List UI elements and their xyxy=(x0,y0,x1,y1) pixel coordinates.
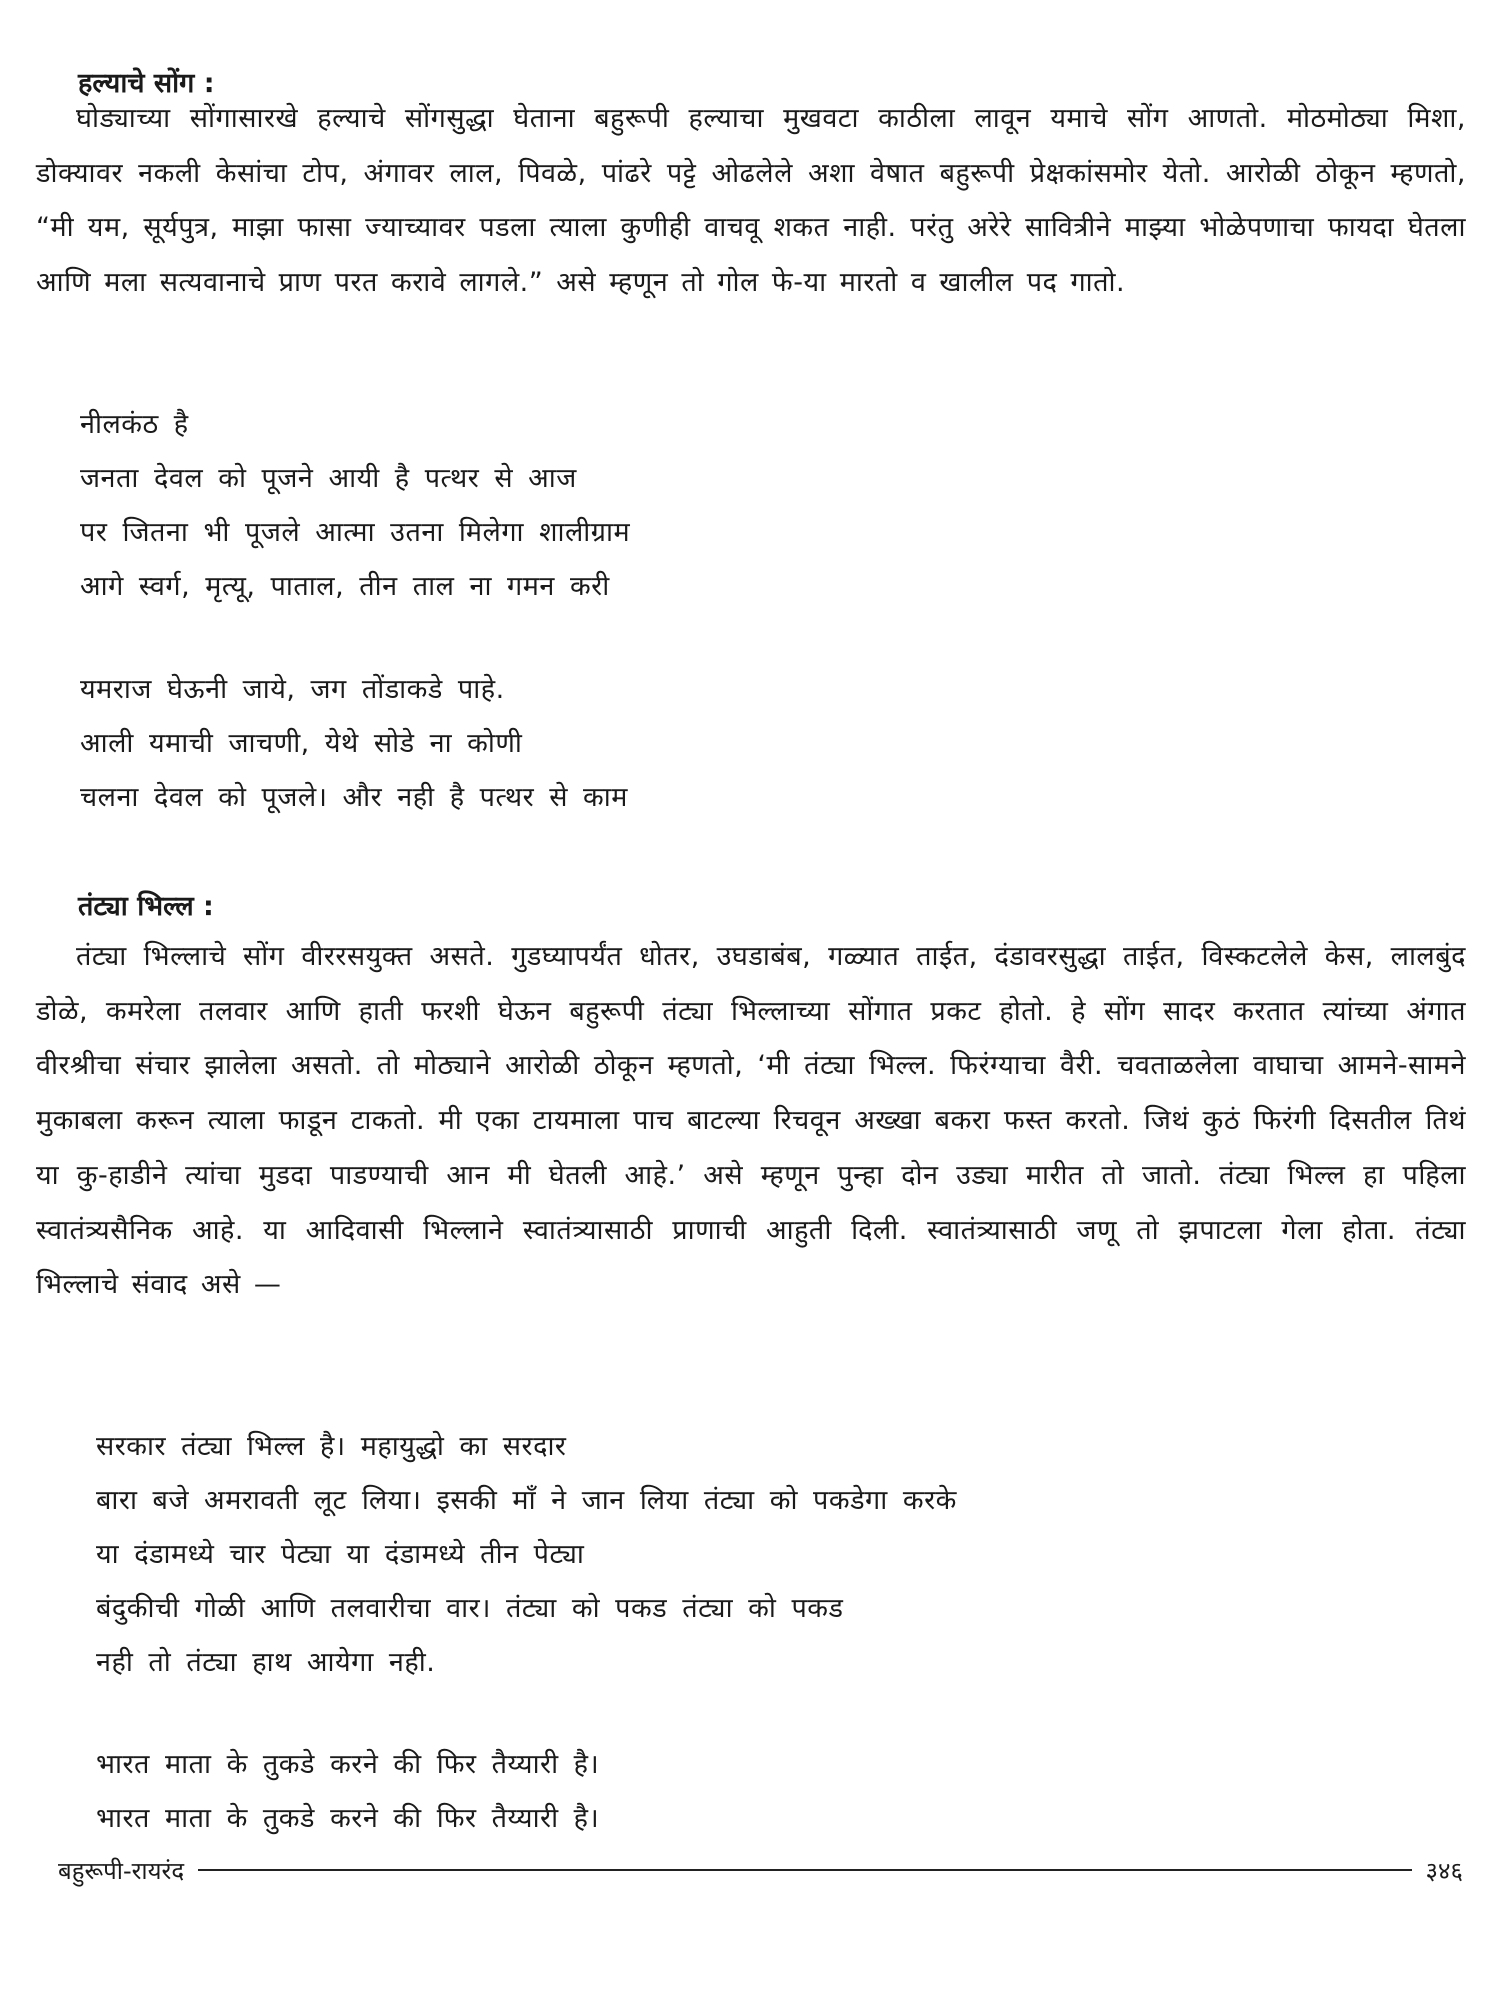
verse-line: बारा बजे अमरावती लूट लिया। इसकी माँ ने जान लिया तंट्या को पकडेगा करके xyxy=(96,1485,957,1516)
verse-line: नीलकंठ है xyxy=(80,409,189,440)
paragraph-tantya-bhill: तंट्या भिल्लाचे सोंग वीररसयुक्त असते. गुडघ्यापर्यंत धोतर, उघडाबंब, गळ्यात ताईत, दंडावरसुद्धा ताईत, विस्कटलेले केस, लालबुंद डोळे, कमरेला तलवार आणि हाती फरशी घेऊन बहुरूपी तंट्या भिल्लाच्या सोंगात प्रकट होतो. हे सोंग सादर करतात त्यांच्या अंगात वीरश्रीचा संचार झालेला असतो. तो मोठ्याने आरोळी ठोकून म्हणतो, ‘मी तंट्या भिल्ल. फिरंग्याचा वैरी. चवताळलेला वाघाचा आमने-सामने मुकाबला करून त्याला फाडून टाकतो. मी एका टायमाला पाच बाटल्या रिचवून अख्खा बकरा फस्त करतो. जिथं कुठं फिरंगी दिसतील तिथं या कु-हाडीने त्यांचा मुडदा पाडण्याची आन मी घेतली आहे.’ असे म्हणून पुन्हा दोन उड्या मारीत तो जातो. तंट्या भिल्ल हा पहिला स्वातंत्र्यसैनिक आहे. या आदिवासी भिल्लाने स्वातंत्र्यासाठी प्राणाची आहुती दिली. स्वातंत्र्यासाठी जणू तो झपाटला गेला होता. तंट्या भिल्लाचे संवाद असे — xyxy=(36,941,1466,1301)
verse-line: यमराज घेऊनी जाये, जग तोंडाकडे पाहे. xyxy=(80,674,505,705)
verse-block-yamraj xyxy=(80,663,628,825)
verse-block-neelkanth xyxy=(80,398,630,614)
verse-line: आगे स्वर्ग, मृत्यू, पाताल, तीन ताल ना गमन करी xyxy=(80,571,610,602)
verse-line: आली यमाची जाचणी, येथे सोडे ना कोणी xyxy=(80,728,523,759)
verse-line: जनता देवल को पूजने आयी है पत्थर से आज xyxy=(80,463,577,494)
verse-line: चलना देवल को पूजले। और नही है पत्थर से काम xyxy=(80,782,628,813)
page-number: ३४६ xyxy=(1425,1856,1463,1885)
paragraph-halyache-song: घोड्याच्या सोंगासारखे हल्याचे सोंगसुद्धा घेताना बहुरूपी हल्याचा मुखवटा काठीला लावून यमाचे सोंग आणतो. मोठमोठ्या मिशा, डोक्यावर नकली केसांचा टोप, अंगावर लाल, पिवळे, पांढरे पट्टे ओढलेले अशा वेषात बहुरूपी प्रेक्षकांसमोर येतो. आरोळी ठोकून म्हणतो, “मी यम, सूर्यपुत्र, माझा फासा ज्याच्यावर पडला त्याला कुणीही वाचवू शकत नाही. परंतु अरेरे सावित्रीने माझ्या भोळेपणाचा फायदा घेतला आणि मला सत्यवानाचे प्राण परत करावे लागले.” असे म्हणून तो गोल फे-या मारतो व खालील पद गातो. xyxy=(36,103,1466,299)
verse-block-sarkar xyxy=(96,1420,957,1690)
verse-line: पर जितना भी पूजले आत्मा उतना मिलेगा शालीग्राम xyxy=(80,517,631,548)
footer-book-title: बहुरूपी-रायरंद xyxy=(58,1856,185,1885)
section-heading-halyache-song: हल्याचे सोंग : xyxy=(78,68,215,99)
verse-line: भारत माता के तुकडे करने की फिर तैय्यारी है। xyxy=(96,1803,600,1834)
page-footer xyxy=(58,1850,1463,1890)
section-heading-tantya-bhill: तंट्या भिल्ल : xyxy=(78,891,214,922)
verse-line: नही तो तंट्या हाथ आयेगा नही. xyxy=(96,1647,436,1678)
footer-divider xyxy=(198,1869,1411,1871)
verse-line: सरकार तंट्या भिल्ल है। महायुद्धो का सरदार xyxy=(96,1431,567,1462)
verse-block-bharat-mata xyxy=(96,1738,599,1846)
verse-line: या दंडामध्ये चार पेट्या या दंडामध्ये तीन पेट्या xyxy=(96,1539,585,1570)
verse-line: भारत माता के तुकडे करने की फिर तैय्यारी है। xyxy=(96,1749,600,1780)
verse-line: बंदुकीची गोळी आणि तलवारीचा वार। तंट्या को पकड तंट्या को पकड xyxy=(96,1593,844,1624)
